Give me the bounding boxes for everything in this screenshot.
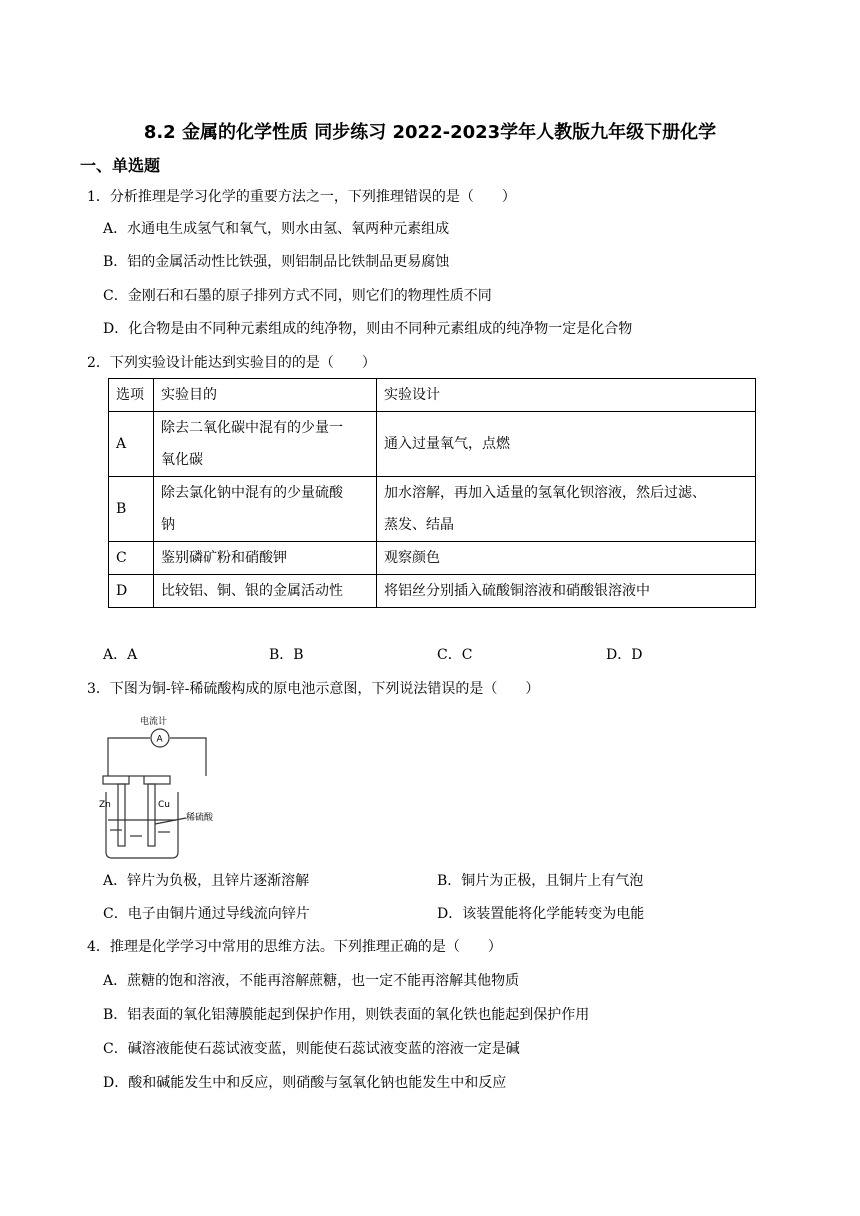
question-2-option-b: B．B	[269, 647, 304, 663]
table-cell-design: 观察颜色	[377, 542, 756, 575]
table-header-aim: 实验目的	[154, 379, 377, 412]
question-4-stem: 4．推理是化学学习中常用的思维方法。下列推理正确的是（ ）	[87, 939, 502, 955]
table-header-design: 实验设计	[377, 379, 756, 412]
table-header-option: 选项	[109, 379, 154, 412]
document-title: 8.2 金属的化学性质 同步练习 2022-2023学年人教版九年级下册化学	[143, 122, 717, 143]
meter-label: 电流计	[140, 717, 168, 727]
table-cell-aim: 鉴别磷矿粉和硝酸钾	[154, 542, 377, 575]
question-1-stem: 1．分析推理是学习化学的重要方法之一，下列推理错误的是（ ）	[87, 189, 516, 205]
table-cell-option: D	[109, 575, 154, 608]
question-3-option-c: C．电子由铜片通过导线流向锌片	[103, 906, 310, 922]
table-row	[109, 575, 756, 608]
question-3-option-b: B．铜片为正极，且铜片上有气泡	[437, 873, 644, 889]
table-cell-design: 通入过量氧气，点燃	[377, 412, 756, 477]
table-cell-design: 将铝丝分别插入硫酸铜溶液和硝酸银溶液中	[377, 575, 756, 608]
aim-line: 钠	[161, 517, 175, 533]
table-cell-option: A	[109, 412, 154, 477]
experiment-table	[108, 378, 756, 608]
acid-label: 稀硫酸	[186, 813, 214, 823]
question-4-option-c: C．碱溶液能使石蕊试液变蓝，则能使石蕊试液变蓝的溶液一定是碱	[103, 1041, 520, 1057]
question-1-option-d: D．化合物是由不同种元素组成的纯净物，则由不同种元素组成的纯净物一定是化合物	[103, 321, 633, 337]
aim-line: 除去二氧化碳中混有的少量一	[161, 420, 343, 436]
question-3-option-a: A．锌片为负极，且锌片逐渐溶解	[103, 873, 310, 889]
question-1-option-a: A．水通电生成氢气和氧气，则水由氢、氧两种元素组成	[103, 221, 450, 237]
design-line: 蒸发、结晶	[384, 517, 454, 533]
table-row	[109, 412, 756, 477]
question-2-option-a: A．A	[103, 647, 138, 663]
table-cell-aim	[154, 412, 377, 477]
table-row	[109, 477, 756, 542]
ammeter-label: A	[156, 734, 163, 745]
question-2-option-c: C．C	[437, 647, 473, 663]
table-cell-design	[377, 477, 756, 542]
aim-line: 氧化碳	[161, 452, 203, 468]
design-line: 加水溶解，再加入适量的氢氧化钡溶液，然后过滤、	[384, 485, 706, 501]
table-cell-option: C	[109, 542, 154, 575]
table-row	[109, 542, 756, 575]
question-3-option-d: D．该装置能将化学能转变为电能	[437, 906, 645, 922]
copper-label: Cu	[158, 800, 170, 810]
question-2-stem: 2．下列实验设计能达到实验目的的是（ ）	[87, 355, 376, 371]
table-cell-aim: 比较铝、铜、银的金属活动性	[154, 575, 377, 608]
galvanic-cell-diagram	[98, 712, 228, 862]
question-4-option-d: D．酸和碱能发生中和反应，则硝酸与氢氧化钠也能发生中和反应	[103, 1075, 507, 1091]
question-1-option-c: C．金刚石和石墨的原子排列方式不同，则它们的物理性质不同	[103, 288, 492, 304]
question-3-stem: 3．下图为铜-锌-稀硫酸构成的原电池示意图，下列说法错误的是（ ）	[87, 681, 540, 697]
section-heading: 一、单选题	[80, 156, 161, 175]
table-cell-option: B	[109, 477, 154, 542]
question-4-option-b: B．铝表面的氧化铝薄膜能起到保护作用，则铁表面的氧化铁也能起到保护作用	[103, 1007, 590, 1023]
question-4-option-a: A．蔗糖的饱和溶液，不能再溶解蔗糖，也一定不能再溶解其他物质	[103, 973, 520, 989]
aim-line: 除去氯化钠中混有的少量硫酸	[161, 485, 343, 501]
table-cell-aim	[154, 477, 377, 542]
question-1-option-b: B．铝的金属活动性比铁强，则铝制品比铁制品更易腐蚀	[103, 254, 450, 270]
table-header-row	[109, 379, 756, 412]
question-2-option-d: D．D	[606, 647, 643, 663]
zinc-label: Zn	[99, 800, 111, 810]
